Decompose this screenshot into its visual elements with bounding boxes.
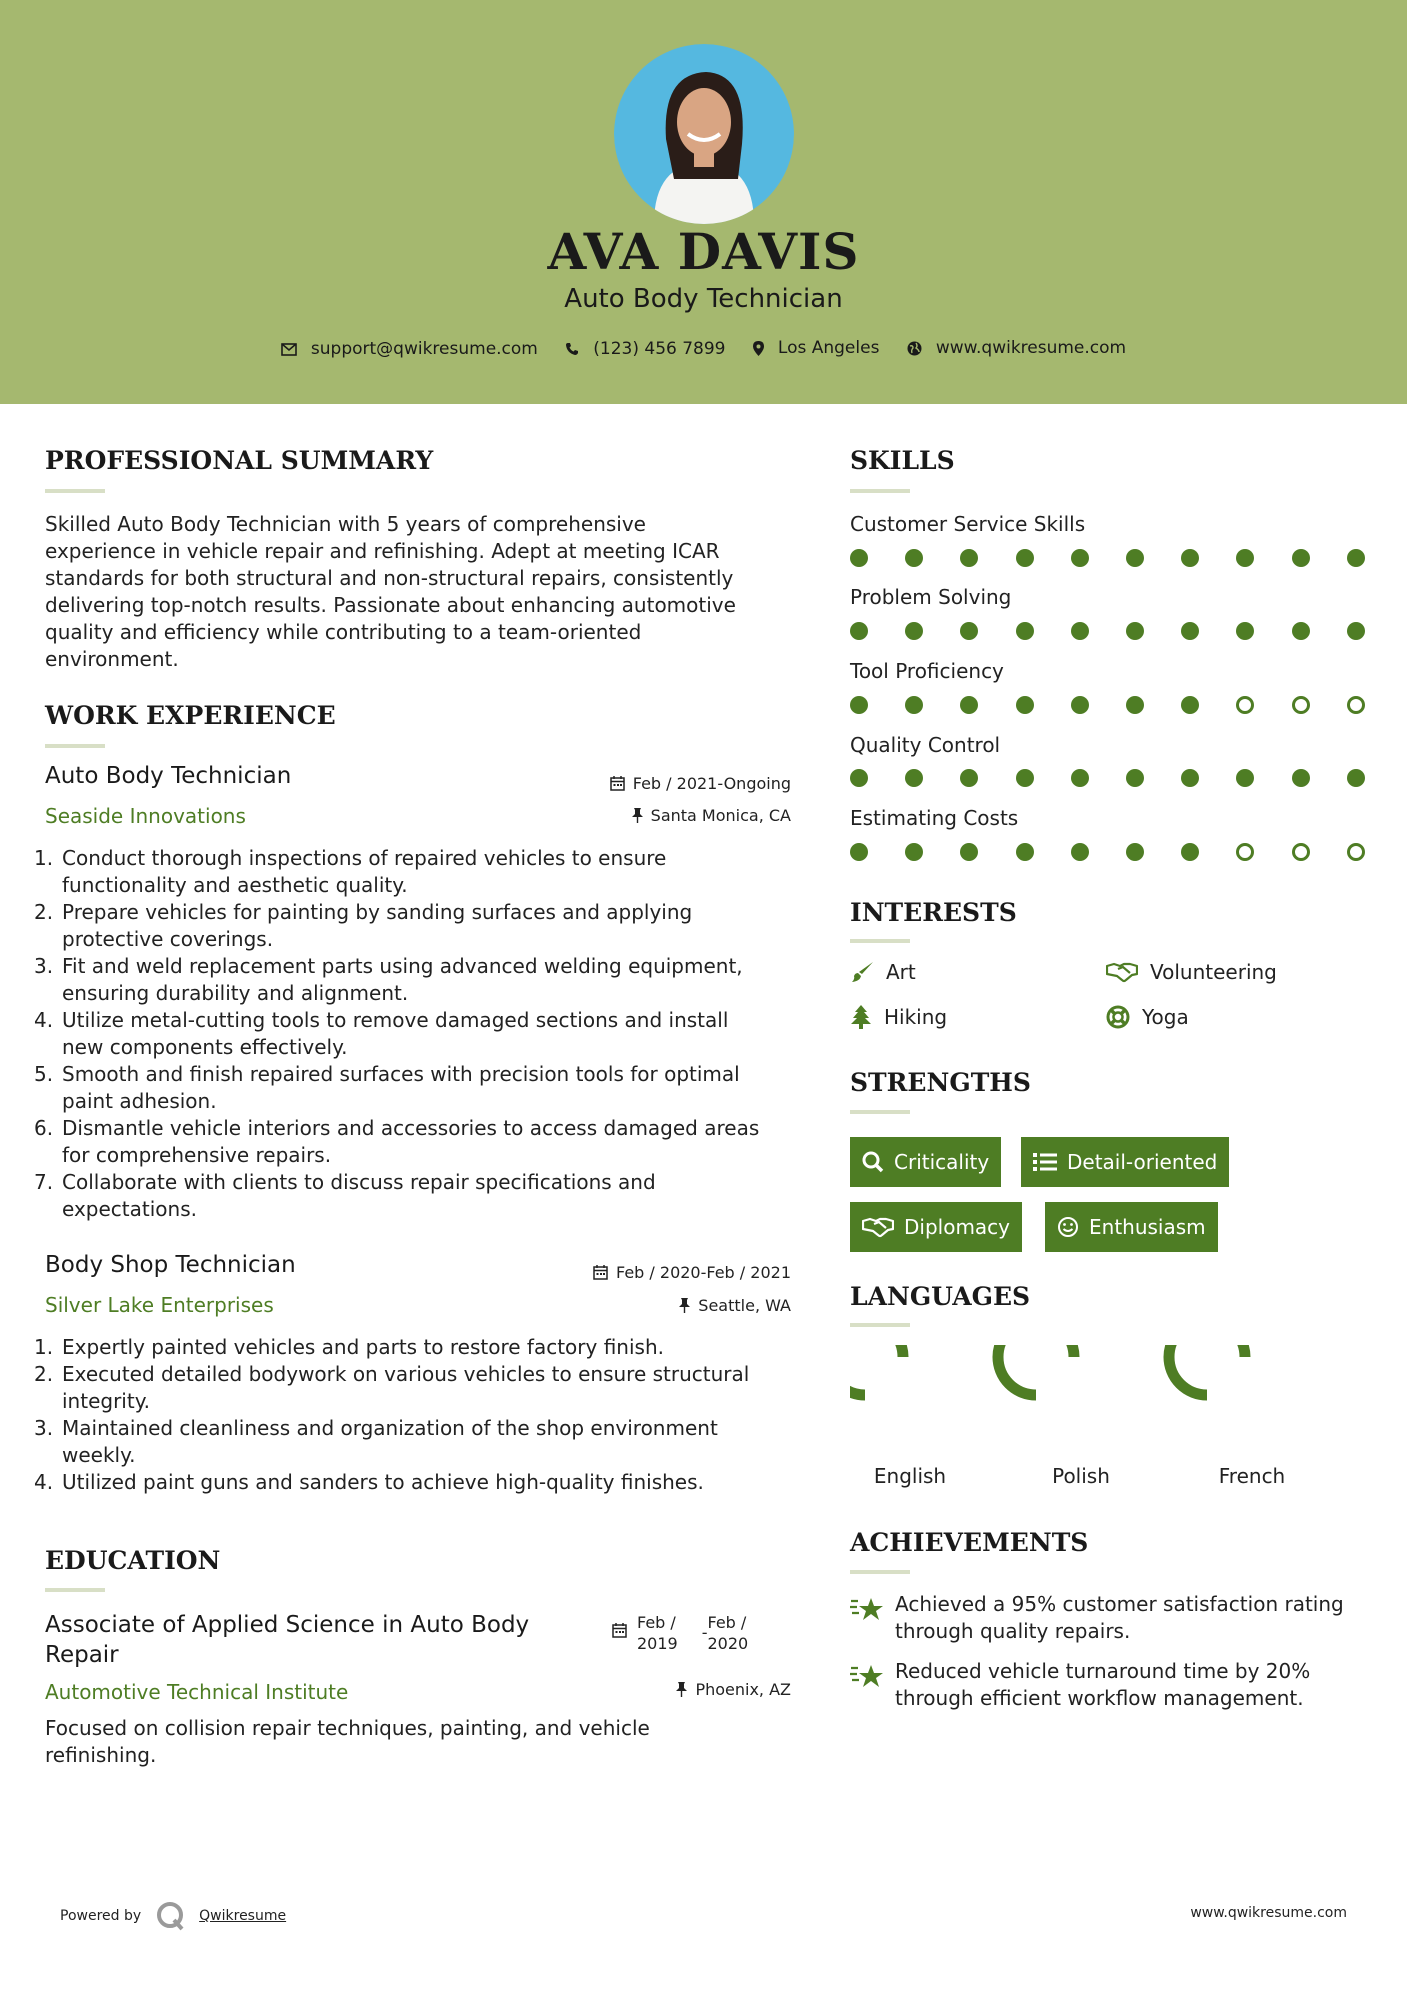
list-item: 1. Expertly painted vehicles and parts to restore factory finish. (34, 1335, 664, 1359)
achievements-heading: ACHIEVEMENTS (850, 1528, 1089, 1557)
skill-label: Problem Solving (850, 585, 1012, 609)
footer-website[interactable]: www.qwikresume.com (1190, 1905, 1347, 1921)
list-icon (1033, 1152, 1057, 1172)
job-company: Silver Lake Enterprises (45, 1293, 274, 1317)
pushpin-icon (676, 1682, 687, 1697)
achievement-item: Reduced vehicle turnaround time by 20% through efficient workflow management. (895, 1659, 1311, 1710)
interest-item: Art (850, 960, 916, 984)
skill-label: Tool Proficiency (850, 659, 1004, 683)
brand-link[interactable]: Qwikresume (199, 1908, 287, 1924)
list-item: 5. Smooth and finish repaired surfaces with precision tools for optimal paint adhesion. (34, 1062, 740, 1113)
map-marker-icon (753, 341, 764, 356)
skills-heading: SKILLS (850, 446, 955, 475)
contact-phone-text: (123) 456 7899 (593, 338, 726, 359)
skill-dot-filled (1126, 696, 1144, 714)
skill-dot-filled (1181, 696, 1199, 714)
achievements-underline (850, 1570, 910, 1574)
job-duties-list (34, 1334, 814, 1496)
skill-dot-filled (1236, 549, 1254, 567)
strengths-underline (850, 1110, 910, 1114)
skill-dot-empty (1292, 696, 1310, 714)
job-date-text: Feb / 2020-Feb / 2021 (616, 1263, 791, 1282)
list-item: 2. Executed detailed bodywork on various vehicles to ensure structural integrity. (34, 1362, 750, 1413)
list-item: 4. Utilize metal-cutting tools to remove damaged sections and install new components effectively. (34, 1008, 729, 1059)
star-award-icon (850, 1595, 884, 1623)
experience-heading: WORK EXPERIENCE (45, 701, 336, 730)
skill-dot-filled (850, 696, 868, 714)
skill-dot-filled (1071, 549, 1089, 567)
job-location (632, 806, 791, 825)
skill-dot-filled (1071, 622, 1089, 640)
strength-tag: Detail-oriented (1021, 1137, 1229, 1187)
education-date (612, 1612, 748, 1654)
language-label: English (873, 1464, 947, 1488)
list-item: 3. Maintained cleanliness and organization of the shop environment weekly. (34, 1416, 718, 1467)
language-proficiency-rings (850, 1345, 1300, 1445)
education-date-dash: - (701, 1623, 708, 1642)
skill-dot-filled (1016, 622, 1034, 640)
interest-item: Yoga (1106, 1005, 1189, 1029)
powered-by-label: Powered by (60, 1908, 142, 1924)
list-item: 7. Collaborate with clients to discuss repair specifications and expectations. (34, 1170, 656, 1221)
pushpin-icon (679, 1298, 690, 1313)
skill-dot-filled (1292, 622, 1310, 640)
skill-dot-filled (1071, 769, 1089, 787)
summary-line: quality and efficiency while contributing to a team-oriented (45, 620, 642, 644)
skill-dot-empty (1292, 843, 1310, 861)
skill-label: Quality Control (850, 733, 1001, 757)
job-company: Seaside Innovations (45, 804, 246, 828)
strength-tag: Enthusiasm (1045, 1202, 1218, 1252)
skill-rating (850, 843, 1370, 863)
phone-icon (565, 342, 579, 356)
degree-title (45, 1610, 529, 1670)
handshake-icon (1106, 961, 1138, 983)
job-title: Body Shop Technician (45, 1252, 296, 1278)
job-location-text: Santa Monica, CA (650, 806, 791, 825)
skill-dot-filled (905, 622, 923, 640)
degree-line: Repair (45, 1642, 119, 1668)
language-ring (1169, 1345, 1245, 1395)
skill-label: Customer Service Skills (850, 512, 1086, 536)
education-underline (45, 1588, 105, 1592)
language-label: Polish (1052, 1464, 1110, 1488)
list-item: 3. Fit and weld replacement parts using advanced welding equipment, ensuring durability and alignment. (34, 954, 743, 1005)
contact-email-text: support@qwikresume.com (310, 339, 538, 359)
skill-dot-filled (1126, 622, 1144, 640)
skill-dot-filled (1236, 769, 1254, 787)
languages-heading: LANGUAGES (850, 1282, 1031, 1311)
star-award-icon (850, 1662, 884, 1690)
skill-dot-filled (905, 549, 923, 567)
footer-powered-by (60, 1900, 286, 1932)
summary-line: experience in vehicle repair and refinishing. Adept at meeting ICAR (45, 539, 720, 563)
list-item: 2. Prepare vehicles for painting by sanding surfaces and applying protective coverings. (34, 900, 693, 951)
skill-dot-filled (1016, 769, 1034, 787)
skill-rating (850, 696, 1370, 716)
skill-dot-filled (1126, 769, 1144, 787)
calendar-icon (612, 1623, 627, 1638)
skill-dot-filled (1347, 622, 1365, 640)
skill-dot-filled (1016, 549, 1034, 567)
contact-website-text: www.qwikresume.com (935, 338, 1127, 358)
skill-dot-filled (1292, 549, 1310, 567)
strength-tag: Diplomacy (850, 1202, 1022, 1252)
skill-dot-empty (1347, 843, 1365, 861)
education-location-text: Phoenix, AZ (695, 1680, 791, 1699)
contact-location-text: Los Angeles (777, 338, 880, 358)
list-item: 4. Utilized paint guns and sanders to achieve high-quality finishes. (34, 1470, 704, 1494)
candidate-name: AVA DAVIS (547, 222, 860, 281)
interests-heading: INTERESTS (850, 898, 1017, 927)
education-heading: EDUCATION (45, 1546, 221, 1575)
job-location-text: Seattle, WA (698, 1296, 791, 1315)
contact-email[interactable] (281, 339, 538, 359)
skill-dot-filled (850, 843, 868, 861)
skills-underline (850, 489, 910, 493)
skill-dot-filled (1292, 769, 1310, 787)
education-description: Focused on collision repair techniques, painting, and vehicle refinishing. (45, 1716, 650, 1767)
summary-line: environment. (45, 647, 179, 671)
skill-dot-filled (1181, 622, 1199, 640)
skill-dot-empty (1236, 696, 1254, 714)
education-end: Feb / 2020 (707, 1613, 749, 1653)
contact-website[interactable] (907, 338, 1126, 358)
skill-dot-filled (960, 549, 978, 567)
summary-text (45, 511, 805, 673)
skill-dot-empty (1347, 696, 1365, 714)
skill-dot-filled (1126, 549, 1144, 567)
contact-location (753, 338, 880, 358)
degree-line: Associate of Applied Science in Auto Body (45, 1612, 530, 1638)
summary-underline (45, 489, 105, 493)
interests-underline (850, 939, 910, 943)
skill-dot-filled (1236, 622, 1254, 640)
summary-line: standards for both structural and non-structural repairs, consistently (45, 566, 734, 590)
paint-brush-icon (850, 961, 874, 983)
header-banner (0, 0, 1407, 404)
language-label: French (1218, 1464, 1286, 1488)
interest-item: Volunteering (1106, 960, 1277, 984)
skill-dot-empty (1236, 843, 1254, 861)
skill-dot-filled (905, 696, 923, 714)
school-name: Automotive Technical Institute (45, 1680, 349, 1704)
skill-dot-filled (1181, 549, 1199, 567)
search-icon (862, 1151, 884, 1173)
skill-dot-filled (1071, 843, 1089, 861)
skill-dot-filled (1347, 549, 1365, 567)
skill-dot-filled (1347, 769, 1365, 787)
job-duties-list (34, 845, 814, 1223)
profile-photo (614, 44, 794, 224)
skill-dot-filled (960, 769, 978, 787)
strengths-heading: STRENGTHS (850, 1068, 1031, 1097)
skill-rating (850, 622, 1370, 642)
experience-underline (45, 744, 105, 748)
tree-icon (850, 1005, 872, 1029)
skill-dot-filled (960, 696, 978, 714)
skill-dot-filled (1181, 769, 1199, 787)
strength-tag: Criticality (850, 1137, 1001, 1187)
summary-line: delivering top-notch results. Passionate about enhancing automotive (45, 593, 736, 617)
skill-dot-filled (850, 769, 868, 787)
skill-dot-filled (1016, 696, 1034, 714)
candidate-title: Auto Body Technician (564, 284, 843, 314)
pushpin-icon (632, 808, 643, 823)
globe-icon (907, 341, 922, 356)
skill-dot-filled (1016, 843, 1034, 861)
smile-icon (1057, 1216, 1079, 1238)
achievement-item: Achieved a 95% customer satisfaction rating through quality repairs. (895, 1592, 1344, 1643)
skill-dot-filled (850, 622, 868, 640)
list-item: 1. Conduct thorough inspections of repaired vehicles to ensure functionality and aesthetic quality. (34, 846, 667, 897)
skill-dot-filled (1071, 696, 1089, 714)
job-location (679, 1296, 791, 1315)
skill-dot-filled (960, 622, 978, 640)
skill-dot-filled (905, 843, 923, 861)
languages-underline (850, 1323, 910, 1327)
skill-rating (850, 549, 1370, 569)
summary-heading: PROFESSIONAL SUMMARY (45, 446, 434, 475)
job-date-text: Feb / 2021-Ongoing (632, 774, 791, 793)
language-ring (850, 1345, 903, 1395)
skill-dot-filled (1181, 843, 1199, 861)
envelope-icon (281, 343, 297, 356)
qwikresume-logo-icon (155, 1900, 187, 1932)
interest-item: Hiking (850, 1005, 947, 1029)
calendar-icon (610, 776, 625, 791)
skill-dot-filled (1126, 843, 1144, 861)
skill-rating (850, 769, 1370, 789)
job-date (593, 1263, 791, 1282)
education-location (676, 1680, 791, 1699)
skill-dot-filled (905, 769, 923, 787)
education-start: Feb / 2019 (637, 1613, 678, 1653)
job-title: Auto Body Technician (45, 763, 292, 789)
list-item: 6. Dismantle vehicle interiors and accessories to access damaged areas for comprehensive repairs. (34, 1116, 760, 1167)
life-ring-icon (1106, 1005, 1130, 1029)
contact-bar (0, 338, 1407, 361)
language-ring (998, 1345, 1074, 1395)
skill-label: Estimating Costs (850, 806, 1019, 830)
job-date (610, 774, 791, 793)
contact-phone[interactable] (565, 339, 725, 359)
calendar-icon (593, 1265, 608, 1280)
handshake-icon (862, 1216, 894, 1238)
skill-dot-filled (960, 843, 978, 861)
summary-line: Skilled Auto Body Technician with 5 years of comprehensive (45, 512, 646, 536)
skill-dot-filled (850, 549, 868, 567)
